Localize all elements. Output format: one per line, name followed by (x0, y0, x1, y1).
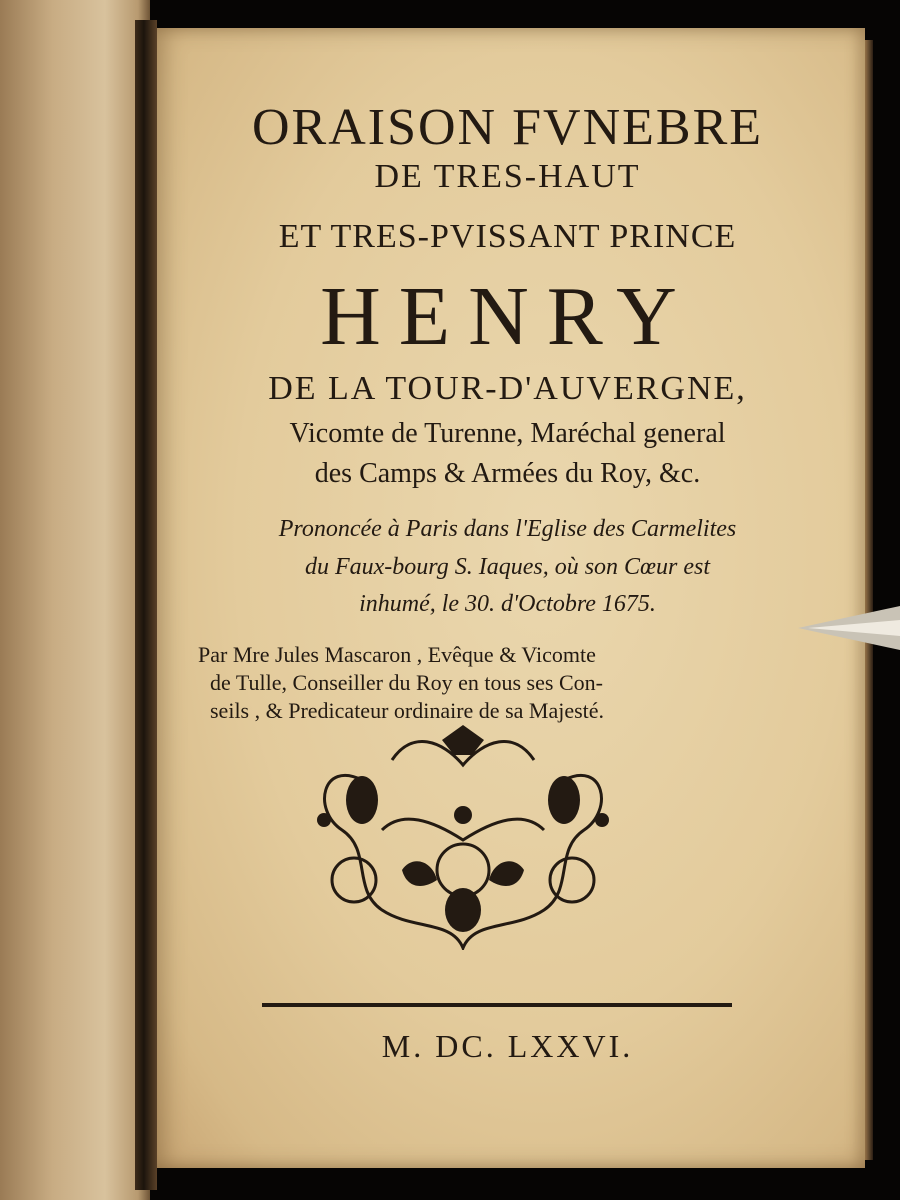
fleuron-cartouche-ornament-icon (302, 720, 624, 950)
author-line-1: Par Mre Jules Mascaron , Evêque & Vicomte (198, 642, 596, 667)
subject-titles-2: des Camps & Armées du Roy, &c. (314, 458, 701, 489)
publication-date: M. DC. LXXVI. (381, 1028, 634, 1064)
pronounced-line-1: Prononcée à Paris dans l'Eglise des Carmelites (278, 516, 737, 542)
title-page (150, 28, 865, 1168)
subtitle-line-2: ET TRES-PVISSANT PRINCE (278, 218, 737, 255)
pronounced-line-2: du Faux-bourg S. Iaques, où son Cœur est (304, 554, 711, 580)
binding-gutter (135, 20, 157, 1190)
subtitle-line-1: DE TRES-HAUT (374, 158, 641, 195)
house-name: DE LA TOUR-D'AUVERGNE, (268, 370, 747, 407)
subject-name: HENRY (320, 270, 695, 363)
subject-titles-1: Vicomte de Turenne, Maréchal general (289, 418, 726, 449)
author-line-2: de Tulle, Conseiller du Roy en tous ses Con- (210, 670, 603, 695)
horizontal-rule (262, 1003, 732, 1007)
bookmark-pointer-icon (788, 598, 900, 658)
left-endpaper (0, 0, 150, 1200)
page-title: ORAISON FVNEBRE (251, 99, 764, 156)
pronounced-line-3: inhumé, le 30. d'Octobre 1675. (359, 591, 656, 617)
author-line-3: seils , & Predicateur ordinaire de sa Majesté. (210, 698, 605, 723)
